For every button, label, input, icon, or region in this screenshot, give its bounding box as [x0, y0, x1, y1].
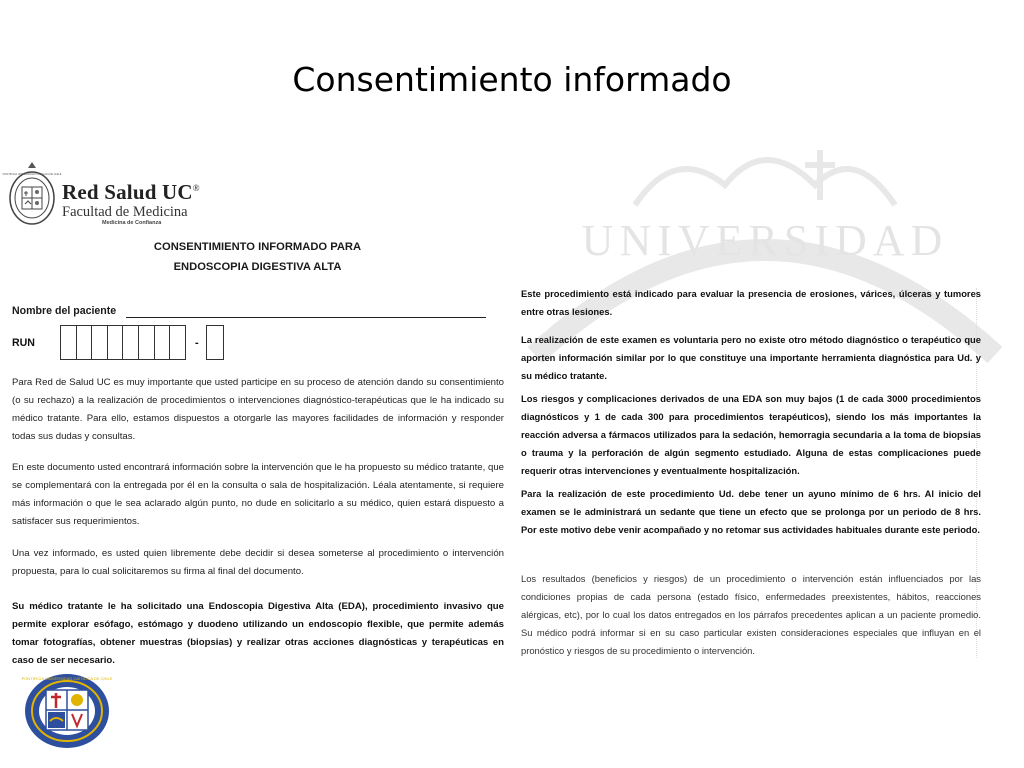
- run-separator: -: [195, 337, 199, 349]
- patient-name-field[interactable]: [126, 317, 486, 318]
- voluntary-paragraph: La realización de este examen es voluntaria pero no existe otro método diagnóstico o terapéutico que aporten información similar por lo que constituye una importante herramienta diagnóstica para Ud. y su médico tratante.: [521, 334, 981, 381]
- run-digit-box[interactable]: [77, 326, 93, 359]
- document-title: [10, 237, 505, 277]
- indication-paragraph: Este procedimiento está indicado para evaluar la presencia de erosiones, várices, úlceras y tumores entre otras lesiones.: [521, 288, 981, 317]
- brand-tagline: Medicina de Confianza: [102, 220, 162, 226]
- run-digit-box[interactable]: [170, 326, 185, 359]
- run-digit-box[interactable]: [123, 326, 139, 359]
- top-seal-lettering: PONTIFICIA UNIVERSIDAD CATOLICA DE CHILE: [2, 173, 62, 176]
- watermark-lettering: UNIVERSIDAD: [581, 216, 949, 265]
- bottom-seal-lettering: PONTIFICIA UNIVERSIDAD CATOLICA DE CHILE: [21, 676, 113, 681]
- document-title-line1: CONSENTIMIENTO INFORMADO PARA: [153, 241, 362, 253]
- run-check-digit-box[interactable]: [206, 325, 224, 360]
- document-title-line2: ENDOSCOPIA DIGESTIVA ALTA: [173, 261, 342, 273]
- fasting-paragraph: Para la realización de este procedimiento Ud. debe tener un ayuno mínimo de 6 hrs. Al inicio del examen se le administrará un sedante que tiene un efecto que se prolonga por un periodo de 8 hrs. Por este motivo debe venir acompañado y no retomar sus actividades habituales durante este periodo.: [521, 488, 981, 535]
- results-paragraph: Los resultados (beneficios y riesgos) de un procedimiento o intervención están influenciados por las condiciones propias de cada persona (estado físico, enfermedades preexistentes, hábitos, reacciones alérgicas, etc), por lo cual los datos entregados en los párrafos precedentes aplican a un paciente promedio. Su médico podrá informar si en su caso particular existen consideraciones especiales que influyan en el pronóstico y riesgos de su procedimiento o intervención.: [521, 573, 981, 656]
- run-digit-box[interactable]: [108, 326, 124, 359]
- brand-block: [62, 180, 200, 226]
- decision-paragraph: Una vez informado, es usted quien libremente debe decidir si desea someterse al procedimiento o intervención propuesta, para lo cual solicitaremos su firma al final del documento.: [12, 548, 504, 577]
- document-info-paragraph: En este documento usted encontrará información sobre la intervención que le ha propuesto su médico tratante, que se complementará con la entregada por él en la consulta o sala de hospitalización. Léala atentamente, si requiere más información o que le sea aclarado algún punto, no dude en solicitarlo a su médico, quien estará dispuesto a satisfacer sus requerimientos.: [12, 462, 504, 527]
- patient-name-label: Nombre del paciente: [12, 305, 117, 317]
- run-label: RUN: [12, 337, 35, 349]
- faculty-name: Facultad de Medicina: [62, 204, 188, 220]
- intro-paragraph: Para Red de Salud UC es muy importante que usted participe en su proceso de atención dando su consentimiento (o su rechazo) a la realización de procedimientos o intervenciones diagnóstico-terapéuticas que le ha indicado su médico tratante. Para ello, estamos dispuestos a otorgarle las mayores facilidades de información y responder todas sus dudas y consultas.: [12, 377, 504, 442]
- brand-name: Red Salud UC®: [62, 180, 200, 204]
- registered-mark: ®: [192, 183, 200, 193]
- run-digit-box[interactable]: [61, 326, 77, 359]
- run-digit-box[interactable]: [155, 326, 171, 359]
- run-digit-box[interactable]: [92, 326, 108, 359]
- procedure-description-paragraph: Su médico tratante le ha solicitado una Endoscopia Digestiva Alta (EDA), procedimiento invasivo que permite explorar esófago, estómago y duodeno utilizando un endoscopio flexible, que permite además tomar fotografías, obtener muestras (biopsias) y realizar otras acciones diagnósticas y terapéuticas en caso de ser necesario.: [12, 601, 504, 666]
- run-digit-box[interactable]: [139, 326, 155, 359]
- university-seal-icon: [2, 160, 62, 226]
- slide-title: Consentimiento informado: [292, 60, 732, 99]
- university-crest-icon: [22, 672, 112, 750]
- run-number-field[interactable]: [60, 325, 186, 360]
- risks-paragraph: Los riesgos y complicaciones derivados de una EDA son muy bajos (1 de cada 3000 procedimientos diagnósticos y 1 de cada 300 para procedimientos terapéuticos), siendo los más importantes la reacción adversa a fármacos utilizados para la sedación, hemorragia secundaria a la toma de biopsias o trauma y la perforación de algún segmento estudiado. Alguna de estas complicaciones puede requerir otras intervenciones y eventualmente hospitalización.: [521, 393, 981, 476]
